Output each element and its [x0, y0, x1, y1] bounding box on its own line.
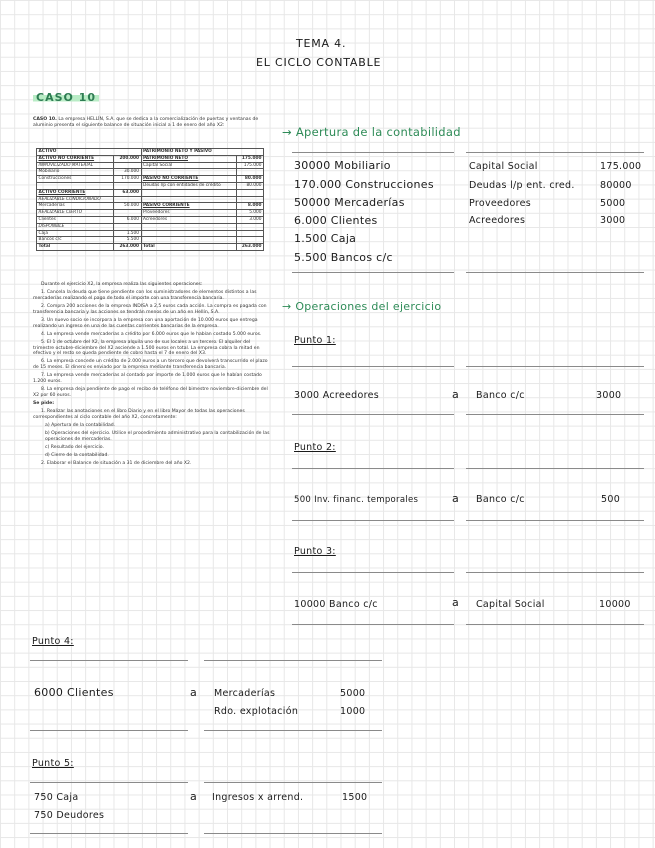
balance-row	[37, 216, 264, 223]
amount: 750	[34, 792, 54, 803]
cell	[236, 230, 263, 237]
amount: 1.500	[294, 232, 327, 245]
account: Clientes	[67, 686, 114, 699]
cell: REALIZABLE CIERTO	[37, 210, 114, 217]
amount: 750	[34, 810, 54, 821]
amount: 30000	[294, 159, 331, 172]
cell: 3.000	[236, 216, 263, 223]
credit-amount: 3000	[600, 215, 626, 226]
account: Construcciones	[345, 178, 434, 191]
balance-row	[37, 210, 264, 217]
balance-row	[37, 244, 264, 251]
cell	[236, 196, 263, 203]
cell: PATRIMONIO NETO	[141, 155, 236, 162]
doc-operation: 6. La empresa concede un crédito de 2.000 euros a un tercero que devolverá transcurrido el plazo de 15 meses. El dinero es enviado por la empresa mediante transferencia bancaria.	[33, 359, 268, 371]
entry-amount: 500	[601, 494, 621, 505]
journal-line	[294, 251, 393, 264]
credit-amount: 5000	[600, 198, 626, 209]
doc-operation: 8. La empresa deja pendiente de pago el recibo de teléfono del bimestre noviembre-diciembre del X2 por 60 euros.	[33, 387, 268, 398]
doc-task: d) Cierre de la contabilidad.	[45, 453, 109, 459]
opening-heading: → Apertura de la contabilidad	[282, 125, 461, 139]
entry-a: a	[452, 388, 460, 401]
entry-debit: 500 Inv. financ. temporales	[294, 495, 419, 505]
credit-account: Mercaderías	[214, 688, 276, 699]
cell: Construcciones	[37, 176, 114, 183]
credit-account: Acreedores	[469, 215, 526, 226]
operations-heading: → Operaciones del ejercicio	[282, 300, 442, 313]
credit-account: Deudas l/p ent. cred.	[469, 180, 575, 191]
account: Bancos c/c	[330, 251, 393, 264]
topic-title: TEMA 4.	[296, 37, 347, 50]
cell: 5.500	[114, 237, 141, 244]
balance-row	[37, 237, 264, 244]
amount: 6.000	[294, 214, 327, 227]
cell: Clientes	[37, 216, 114, 223]
entry-label: Punto 5:	[32, 758, 74, 769]
topic-subtitle: EL CICLO CONTABLE	[256, 56, 382, 69]
cell: 200.000	[114, 155, 141, 162]
cell	[141, 169, 236, 176]
cell	[114, 162, 141, 169]
cell: 170.000	[114, 176, 141, 183]
journal-line	[34, 686, 114, 699]
doc-intro: La empresa HELLÍN, S.A. que se dedica a la comercialización de puertas y ventanas de aluminio presenta el siguiente balance de situación inicial a 1 de enero del año X2:	[33, 117, 259, 128]
cell: 1.500	[114, 230, 141, 237]
cell: Mobiliario	[37, 169, 114, 176]
cell	[114, 223, 141, 230]
entry-credit: Banco c/c	[476, 390, 525, 401]
cell	[114, 182, 141, 189]
entry-debit: 3000 Acreedores	[294, 390, 379, 401]
cell: Total	[37, 244, 114, 251]
cell: 63.000	[114, 189, 141, 196]
account: Clientes	[330, 214, 378, 227]
entry-a: a	[452, 596, 460, 609]
balance-row	[37, 169, 264, 176]
balance-header-liab: PATRIMONIO NETO Y PASIVO	[141, 149, 263, 156]
journal-line	[294, 178, 434, 191]
balance-row	[37, 223, 264, 230]
doc-se-pide: Se pide:	[33, 401, 55, 406]
cell	[141, 196, 236, 203]
doc-task: b) Operaciones del ejercicio. Utilice el procedimiento administrativo para la contabilización de las operaciones de mercaderías.	[45, 431, 270, 442]
cell	[236, 223, 263, 230]
balance-row	[37, 176, 264, 183]
cell: INMOVILIZADO MATERIAL	[37, 162, 114, 169]
credit-amount: 1500	[342, 792, 368, 803]
case-label: CASO 10	[33, 91, 99, 104]
account: Deudores	[56, 810, 105, 821]
cell: 30.000	[114, 169, 141, 176]
cell: ACTIVO NO CORRIENTE	[37, 155, 114, 162]
entry-label: Punto 1:	[294, 335, 336, 346]
cell: DISPONIBLE	[37, 223, 114, 230]
entry-label: Punto 4:	[32, 636, 74, 647]
entry-a: a	[190, 790, 198, 803]
account: Mercaderías	[334, 196, 405, 209]
case-operations	[33, 282, 271, 612]
entry-debit: 10000 Banco c/c	[294, 599, 378, 610]
cell: REALIZABLE CONDICIONADO	[37, 196, 114, 203]
doc-intro-bold: CASO 10.	[33, 117, 57, 122]
journal-line	[294, 159, 391, 172]
credit-amount: 5000	[340, 688, 366, 699]
credit-account: Ingresos x arrend.	[212, 792, 304, 803]
account: Caja	[56, 792, 79, 803]
entry-credit: Banco c/c	[476, 494, 525, 505]
cell	[141, 189, 236, 196]
cell	[141, 223, 236, 230]
entry-a: a	[190, 686, 198, 699]
cell	[141, 237, 236, 244]
balance-row	[37, 196, 264, 203]
amount: 6000	[34, 686, 64, 699]
cell	[114, 196, 141, 203]
cell: 80.000	[236, 176, 263, 183]
balance-row	[37, 230, 264, 237]
credit-account: Rdo. explotación	[214, 706, 299, 717]
balance-row	[37, 189, 264, 196]
balance-row	[37, 162, 264, 169]
amount: 50000	[294, 196, 331, 209]
cell: PASIVO NO CORRIENTE	[141, 176, 236, 183]
account: Mobiliario	[334, 159, 391, 172]
cell: Proveedores	[141, 210, 236, 217]
credit-account: Capital Social	[469, 161, 538, 172]
cell: 50.000	[114, 203, 141, 210]
cell: Capital Social	[141, 162, 236, 169]
account: Caja	[330, 232, 357, 245]
cell: 8.000	[236, 203, 263, 210]
cell: 80.000	[236, 182, 263, 189]
cell	[236, 237, 263, 244]
cell: 263.000	[114, 244, 141, 251]
doc-intro2: Durante el ejercicio X2, la empresa realiza las siguientes operaciones:	[41, 282, 203, 287]
entry-label: Punto 2:	[294, 442, 336, 453]
cell: 6.000	[114, 216, 141, 223]
doc-operation: 7. La empresa vende mercaderías al contado por importe de 1.000 euros que le habían costado 1.200 euros.	[33, 373, 262, 385]
entry-amount: 10000	[599, 599, 631, 610]
cell	[236, 169, 263, 176]
doc-operation: 1. Cancela la deuda que tiene pendiente con los suministradores de elementos distintos a las mercaderías realizando el pago de todo el importe con una transferencia bancaria.	[33, 290, 257, 301]
cell	[141, 230, 236, 237]
entry-label: Punto 3:	[294, 546, 336, 557]
balance-row	[37, 182, 264, 189]
doc-operation: 4. La empresa vende mercaderías a crédito por 6.000 euros que le habían costado 5.000 euros.	[41, 331, 262, 337]
doc-task: 2. Elaborar el Balance de situación a 31 de diciembre del año X2.	[41, 461, 192, 467]
cell	[114, 210, 141, 217]
credit-amount: 1000	[340, 706, 366, 717]
cell	[37, 182, 114, 189]
cell: 5.000	[236, 210, 263, 217]
doc-operation: 3. Un nuevo socio se incorpora a la empresa con una aportación de 10.000 euros que entrega realizando un ingreso en una de las cuentas corrientes bancarias de la empresa.	[33, 317, 258, 329]
cell: 175.000	[236, 162, 263, 169]
journal-line	[34, 792, 79, 803]
entry-a: a	[452, 492, 460, 505]
credit-account: Proveedores	[469, 198, 532, 209]
journal-line	[294, 196, 405, 209]
cell	[236, 189, 263, 196]
amount: 5.500	[294, 251, 327, 264]
cell: Deudas l/p con entidades de crédito	[141, 182, 236, 189]
cell: 175.000	[236, 155, 263, 162]
doc-task: a) Apertura de la contabilidad.	[45, 422, 116, 428]
credit-amount: 80000	[600, 180, 632, 191]
doc-operation: 2. Compra 200 acciones de la empresa INDISA a 2,5 euros cada acción. La compra es pagada con transferencia bancaria y las acciones se tendrán menos de un año en Hellín, S.A.	[33, 303, 267, 315]
entry-credit: Capital Social	[476, 599, 545, 610]
cell: 263.000	[236, 244, 263, 251]
balance-table	[36, 148, 264, 251]
journal-line	[294, 232, 356, 245]
journal-line	[34, 810, 104, 821]
journal-line	[294, 214, 378, 227]
cell: Acreedores	[141, 216, 236, 223]
cell: Total	[141, 244, 236, 251]
cell: Caja	[37, 230, 114, 237]
cell: PASIVO CORRIENTE	[141, 203, 236, 210]
doc-task: c) Resultado del ejercicio.	[45, 444, 104, 450]
cell: ACTIVO CORRIENTE	[37, 189, 114, 196]
doc-task: 1. Realizar las anotaciones en el libro Diario y en el libro Mayor de todas las operaciones correspondientes al ciclo contable del año X2, concretamente:	[33, 409, 245, 420]
amount: 170.000	[294, 178, 342, 191]
cell: Bancos c/c	[37, 237, 114, 244]
balance-header-asset: ACTIVO	[37, 149, 142, 156]
entry-amount: 3000	[596, 390, 622, 401]
credit-amount: 175.000	[600, 161, 642, 172]
balance-row	[37, 155, 264, 162]
doc-operation: 5. El 1 de octubre del X2, la empresa alquila uno de sus locales a un tercero. El alquiler del trimestre octubre-diciembre del X2 asciende a 1.500 euros en total. La empresa cobra la mitad en efectivo y el resto se queda pendiente de cobro hasta el 7 de enero del X3.	[33, 339, 260, 357]
cell: Mercaderías	[37, 203, 114, 210]
balance-row	[37, 203, 264, 210]
